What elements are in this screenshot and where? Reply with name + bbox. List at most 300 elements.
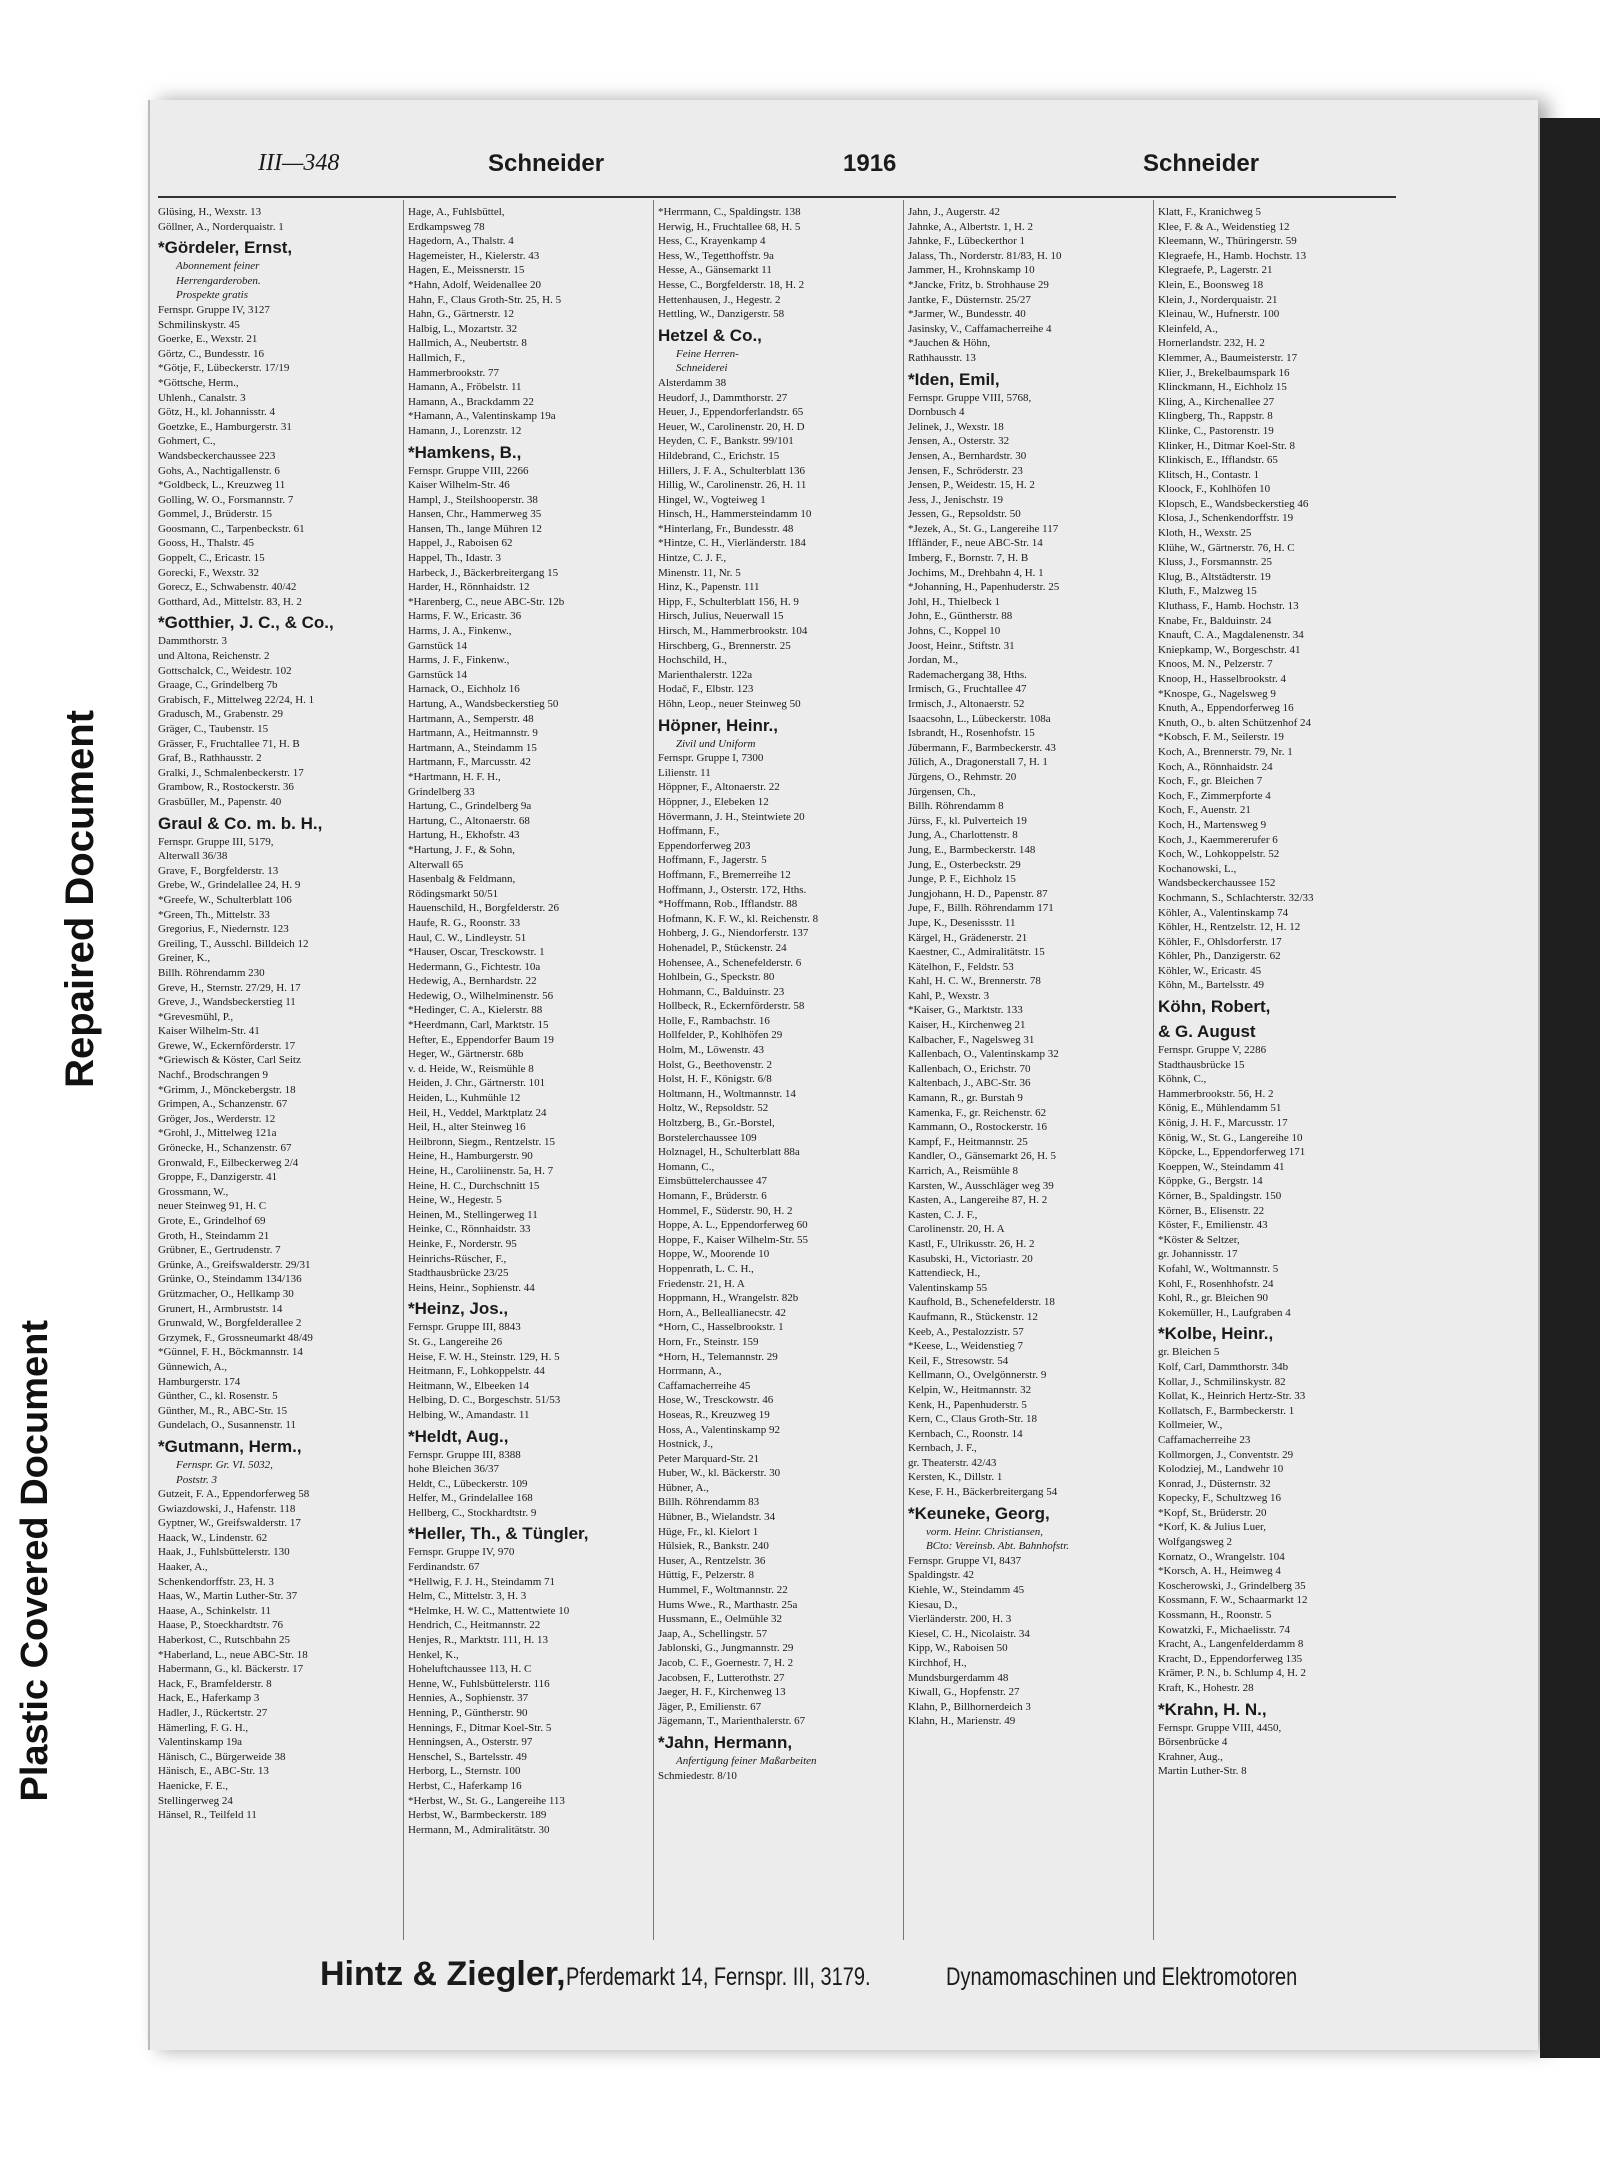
directory-entry: Helbing, W., Amandastr. 11 bbox=[408, 1408, 530, 1421]
directory-entry: Grunwald, W., Borgfelderallee 2 bbox=[158, 1317, 302, 1330]
directory-entry: Garnstück 14 bbox=[408, 639, 467, 652]
directory-entry: *Grimm, J., Mönckebergstr. 18 bbox=[158, 1083, 296, 1096]
directory-entry: Homann, C., bbox=[658, 1160, 715, 1173]
directory-entry: Heitmann, F., Lohkoppelstr. 44 bbox=[408, 1365, 545, 1378]
directory-entry: Kelpin, W., Heitmannstr. 32 bbox=[908, 1383, 1032, 1396]
directory-entry: Schneiderei bbox=[676, 362, 728, 375]
firm-name-entry: *Heller, Th., & Tüngler, bbox=[408, 1524, 589, 1544]
directory-entry: Heitmann, W., Elbeeken 14 bbox=[408, 1379, 529, 1392]
directory-entry: Kasten, C. J. F., bbox=[908, 1208, 978, 1221]
directory-entry: *Goldbeck, L., Kreuzweg 11 bbox=[158, 479, 286, 492]
directory-entry: Kiehle, W., Steindamm 45 bbox=[908, 1584, 1025, 1597]
directory-entry: gr. Johannisstr. 17 bbox=[1158, 1248, 1238, 1261]
directory-entry: Körner, B., Spaldingstr. 150 bbox=[1158, 1190, 1282, 1202]
directory-entry: Klinker, H., Ditmar Koel-Str. 8 bbox=[1158, 439, 1296, 452]
directory-entry: Henschel, S., Bartelsstr. 49 bbox=[408, 1750, 527, 1763]
directory-entry: Höhn, Leop., neuer Steinweg 50 bbox=[658, 698, 801, 710]
directory-entry: Köpcke, L., Eppendorferweg 171 bbox=[1158, 1146, 1306, 1159]
directory-entry: Dornbusch 4 bbox=[908, 406, 965, 419]
directory-entry: Kowatzki, F., Michaelisstr. 74 bbox=[1158, 1623, 1291, 1636]
plastic-covered-document-label: Plastic Covered Document bbox=[14, 1320, 56, 1802]
directory-entry: *Grohl, J., Mittelweg 121a bbox=[158, 1127, 277, 1140]
directory-entry: Fernspr. Gruppe V, 2286 bbox=[1158, 1044, 1267, 1057]
directory-entry: König, J. H. F., Marcusstr. 17 bbox=[1158, 1117, 1288, 1130]
directory-entry: Klee, F. & A., Weidenstieg 12 bbox=[1158, 220, 1290, 233]
directory-entry: Hoss, A., Valentinskamp 92 bbox=[658, 1423, 781, 1436]
directory-entry: Minenstr. 11, Nr. 5 bbox=[658, 566, 741, 579]
directory-entry: Kirchhof, H., bbox=[908, 1657, 967, 1669]
directory-entry: Kellmann, O., Ovelgönnerstr. 9 bbox=[908, 1369, 1047, 1382]
directory-entry: Kornatz, O., Wrangelstr. 104 bbox=[1158, 1550, 1285, 1563]
directory-entry: Kaltenbach, J., ABC-Str. 36 bbox=[908, 1077, 1031, 1090]
directory-entry: Fernspr. Gruppe VIII, 4450, bbox=[1158, 1721, 1282, 1734]
directory-columns bbox=[158, 205, 1398, 1945]
footer-address: Pferdemarkt 14, Fernspr. III, 3179. bbox=[565, 1963, 871, 1991]
directory-entry: Grässer, F., Fruchtallee 71, H. B bbox=[158, 737, 300, 750]
directory-entry: Peter Marquard-Str. 21 bbox=[658, 1452, 760, 1465]
directory-entry: Knoos, M. N., Pelzerstr. 7 bbox=[1158, 658, 1273, 671]
directory-entry: Heins, Heinr., Sophienstr. 44 bbox=[408, 1281, 535, 1294]
directory-entry: Grünke, O., Steindamm 134/136 bbox=[158, 1273, 302, 1286]
directory-entry: Hansen, Chr., Hammerweg 35 bbox=[408, 508, 542, 521]
directory-entry: Hinz, K., Papenstr. 111 bbox=[658, 581, 760, 594]
firm-name-entry: *Gördeler, Ernst, bbox=[158, 238, 293, 258]
directory-entry: Koeppen, W., Steindamm 41 bbox=[1158, 1160, 1285, 1173]
directory-entry: Fernspr. Gr. VI. 5032, bbox=[176, 1458, 273, 1471]
directory-entry: Huber, W., kl. Bäckerstr. 30 bbox=[658, 1467, 781, 1480]
directory-entry: Greve, J., Wandsbeckerstieg 11 bbox=[158, 996, 296, 1009]
directory-entry: *Knospe, G., Nagelsweg 9 bbox=[1158, 687, 1276, 700]
directory-entry: Groth, H., Steindamm 21 bbox=[158, 1229, 270, 1242]
directory-entry: Halbig, L., Mozartstr. 32 bbox=[408, 322, 518, 335]
directory-entry: Grasbüller, M., Papenstr. 40 bbox=[158, 795, 282, 808]
firm-name-entry: *Iden, Emil, bbox=[908, 369, 1000, 389]
directory-entry: Irmisch, G., Fruchtallee 47 bbox=[908, 683, 1027, 696]
directory-entry: Jaeger, H. F., Kirchenweg 13 bbox=[658, 1686, 786, 1699]
directory-entry: Köhnk, C., bbox=[1158, 1073, 1207, 1086]
directory-entry: Graage, C., Grindelberg 7b bbox=[158, 679, 278, 692]
directory-entry: Hartung, C., Altonaerstr. 68 bbox=[408, 814, 530, 827]
directory-entry: Kohl, F., Rosenhhofstr. 24 bbox=[1158, 1277, 1274, 1290]
directory-entry: Hübner, B., Wielandstr. 34 bbox=[658, 1511, 776, 1524]
directory-entry: Hofmann, K. F. W., kl. Reichenstr. 8 bbox=[658, 912, 819, 925]
directory-entry: St. G., Langereihe 26 bbox=[408, 1335, 503, 1348]
directory-entry: Herrengarderoben. bbox=[176, 274, 261, 287]
directory-entry: *Hamann, A., Valentinskamp 19a bbox=[408, 410, 556, 423]
directory-entry: Hartmann, A., Semperstr. 48 bbox=[408, 712, 534, 725]
directory-entry: Hüge, Fr., kl. Kielort 1 bbox=[658, 1525, 759, 1538]
firm-name-entry: *Keuneke, Georg, bbox=[908, 1503, 1050, 1523]
directory-entry: Fernspr. Gruppe III, 5179, bbox=[158, 835, 274, 848]
directory-entry: Kaestner, C., Admiralitätstr. 15 bbox=[908, 946, 1045, 959]
directory-entry: Kohl, R., gr. Bleichen 90 bbox=[1158, 1292, 1268, 1305]
directory-entry: neuer Steinweg 91, H. C bbox=[158, 1200, 267, 1213]
directory-entry: Eppendorferweg 203 bbox=[658, 839, 751, 852]
directory-entry: hohe Bleichen 36/37 bbox=[408, 1463, 500, 1476]
directory-entry: Gommel, J., Brüderstr. 15 bbox=[158, 508, 272, 521]
directory-entry: Hänisch, E., ABC-Str. 13 bbox=[158, 1765, 269, 1778]
directory-entry: Hamann, A., Brackdamm 22 bbox=[408, 395, 534, 408]
directory-entry: Martin Luther-Str. 8 bbox=[1158, 1765, 1247, 1778]
directory-entry: *Köster & Seltzer, bbox=[1158, 1233, 1240, 1246]
directory-entry: Karrich, A., Reismühle 8 bbox=[908, 1165, 1018, 1177]
directory-entry: Höppner, J., Elebeken 12 bbox=[658, 795, 769, 808]
directory-entry: Vierländerstr. 200, H. 3 bbox=[908, 1613, 1012, 1626]
directory-entry: Gralki, J., Schmalenbeckerstr. 17 bbox=[158, 766, 304, 779]
directory-entry: Stadthausbrücke 15 bbox=[1158, 1058, 1245, 1071]
directory-entry: Hillig, W., Carolinenstr. 26, H. 11 bbox=[658, 479, 807, 492]
directory-entry: Gottschalck, C., Weidestr. 102 bbox=[158, 664, 292, 677]
directory-entry: *Herbst, W., St. G., Langereihe 113 bbox=[408, 1794, 565, 1807]
directory-entry: Jupe, F., Billh. Röhrendamm 171 bbox=[908, 902, 1054, 915]
directory-entry: Schmilinskystr. 45 bbox=[158, 318, 240, 331]
directory-entry: Isbrandt, H., Rosenhofstr. 15 bbox=[908, 727, 1035, 740]
directory-entry: Koscherowski, J., Grindelberg 35 bbox=[1158, 1579, 1306, 1592]
directory-entry: Kolodziej, M., Landwehr 10 bbox=[1158, 1463, 1284, 1476]
directory-entry: Hoppmann, H., Wrangelstr. 82b bbox=[658, 1292, 799, 1305]
directory-entry: Kaiser, H., Kirchenweg 21 bbox=[908, 1019, 1026, 1032]
directory-entry: Haufe, R. G., Roonstr. 33 bbox=[408, 916, 521, 929]
directory-entry: Holznagel, H., Schulterblatt 88a bbox=[658, 1146, 800, 1159]
directory-entry: Jahnke, F., Lübeckerthor 1 bbox=[908, 235, 1026, 248]
directory-entry: Kossmann, H., Roonstr. 5 bbox=[1158, 1609, 1272, 1622]
directory-entry: Hollfelder, P., Kohlhöfen 29 bbox=[658, 1029, 783, 1042]
directory-entry: Stadthausbrücke 23/25 bbox=[408, 1267, 509, 1280]
directory-entry: Kalbacher, F., Nagelsweg 31 bbox=[908, 1033, 1035, 1046]
directory-entry: Hartmann, F., Marcusstr. 42 bbox=[408, 756, 531, 769]
directory-entry: Hallmich, F., bbox=[408, 351, 466, 364]
directory-entry: Heldt, C., Lübeckerstr. 109 bbox=[408, 1477, 528, 1490]
directory-entry: Gohs, A., Nachtigallenstr. 6 bbox=[158, 464, 280, 477]
directory-entry: Hoppe, F., Kaiser Wilhelm-Str. 55 bbox=[658, 1233, 809, 1246]
firm-name-entry: *Gotthier, J. C., & Co., bbox=[158, 613, 334, 633]
column-divider bbox=[653, 200, 654, 1940]
directory-entry: Kandler, O., Gänsemarkt 26, H. 5 bbox=[908, 1150, 1057, 1163]
directory-entry: Fernspr. Gruppe VIII, 5768, bbox=[908, 391, 1032, 404]
directory-entry: Billh. Röhrendamm 83 bbox=[658, 1496, 760, 1509]
directory-entry: Hirschberg, G., Brennerstr. 25 bbox=[658, 639, 791, 652]
directory-entry: Heine, H. C., Durchschnitt 15 bbox=[408, 1179, 540, 1192]
directory-entry: Carolinenstr. 20, H. A bbox=[908, 1223, 1005, 1236]
directory-entry: Grönecke, H., Schanzenstr. 67 bbox=[158, 1142, 292, 1155]
directory-entry: Glüsing, H., Wexstr. 13 bbox=[158, 206, 262, 218]
directory-entry: Zivil und Uniform bbox=[676, 737, 756, 750]
directory-entry: Henkel, K., bbox=[408, 1648, 459, 1661]
directory-entry: *Hahn, Adolf, Weidenallee 20 bbox=[408, 278, 542, 291]
directory-entry: Kaiser Wilhelm-Str. 41 bbox=[158, 1025, 260, 1038]
directory-entry: Schmiedestr. 8/10 bbox=[658, 1769, 737, 1782]
directory-entry: Herbst, C., Haferkamp 16 bbox=[408, 1779, 522, 1792]
directory-entry: Happel, Th., Idastr. 3 bbox=[408, 552, 501, 565]
directory-entry: Dammthorstr. 3 bbox=[158, 635, 228, 648]
header-year: 1916 bbox=[843, 150, 897, 177]
directory-entry: Greiling, T., Ausschl. Billdeich 12 bbox=[158, 937, 309, 950]
directory-entry: *Kobsch, F. M., Seilerstr. 19 bbox=[1158, 731, 1284, 744]
directory-entry: Klingberg, Th., Rappstr. 8 bbox=[1158, 410, 1273, 423]
directory-entry: Hostnick, J., bbox=[658, 1438, 713, 1451]
directory-entry: Keil, F., Stresowstr. 54 bbox=[908, 1354, 1009, 1367]
directory-entry: Hesse, A., Gänsemarkt 11 bbox=[658, 264, 772, 277]
directory-entry: Kiwall, G., Hopfenstr. 27 bbox=[908, 1686, 1020, 1699]
directory-entry: Köhler, A., Valentinskamp 74 bbox=[1158, 906, 1289, 919]
directory-entry: Hoffmann, F., Jagerstr. 5 bbox=[658, 854, 767, 867]
directory-entry: Börsenbrücke 4 bbox=[1158, 1736, 1228, 1749]
directory-entry: Köhn, M., Bartelsstr. 49 bbox=[1158, 979, 1265, 992]
directory-entry: Hack, E., Haferkamp 3 bbox=[158, 1692, 260, 1705]
directory-entry: Hartmann, A., Steindamm 15 bbox=[408, 741, 537, 754]
directory-entry: Kollar, J., Schmilinskystr. 82 bbox=[1158, 1375, 1286, 1388]
directory-entry: *Hartung, J. F., & Sohn, bbox=[408, 843, 515, 856]
directory-entry: *Harenberg, C., neue ABC-Str. 12b bbox=[408, 595, 565, 608]
directory-entry: Gutzeit, F. A., Eppendorferweg 58 bbox=[158, 1488, 310, 1501]
directory-entry: *Keese, L., Weidenstieg 7 bbox=[908, 1340, 1023, 1353]
directory-entry: Holm, M., Löwenstr. 43 bbox=[658, 1044, 765, 1057]
directory-entry: Hauenschild, H., Borgfelderstr. 26 bbox=[408, 902, 560, 915]
directory-entry: Köhler, Ph., Danzigerstr. 62 bbox=[1158, 950, 1281, 963]
directory-entry: Kling, A., Kirchenallee 27 bbox=[1158, 395, 1275, 408]
directory-entry: Keeb, A., Pestalozzistr. 57 bbox=[908, 1325, 1024, 1338]
directory-entry: Hettling, W., Danzigerstr. 58 bbox=[658, 308, 785, 321]
directory-entry: Helm, C., Mittelstr. 3, H. 3 bbox=[408, 1590, 527, 1603]
directory-entry: Klatt, F., Kranichweg 5 bbox=[1158, 206, 1261, 218]
directory-entry: John, E., Güntherstr. 88 bbox=[908, 610, 1013, 623]
column-2 bbox=[408, 205, 646, 1945]
directory-entry: Ferdinandstr. 67 bbox=[408, 1561, 480, 1574]
directory-entry: Koch, A., Rönnhaidstr. 24 bbox=[1158, 760, 1273, 773]
directory-entry: Heiden, J. Chr., Gärtnerstr. 101 bbox=[408, 1077, 546, 1090]
directory-entry: Valentinskamp 19a bbox=[158, 1736, 243, 1749]
directory-entry: Kraft, K., Hohestr. 28 bbox=[1158, 1682, 1254, 1694]
directory-entry: Gorecki, F., Wexstr. 32 bbox=[158, 566, 259, 579]
directory-entry: Kleinfeld, A., bbox=[1158, 322, 1218, 335]
directory-entry: Fernspr. Gruppe VIII, 2266 bbox=[408, 464, 529, 477]
directory-entry: Höppner, F., Altonaerstr. 22 bbox=[658, 781, 780, 794]
firm-name-entry: *Heinz, Jos., bbox=[408, 1299, 509, 1319]
directory-entry: Kasten, A., Langereihe 87, H. 2 bbox=[908, 1194, 1048, 1207]
directory-entry: Knabe, Fr., Balduinstr. 24 bbox=[1158, 614, 1272, 627]
directory-entry: Köhler, H., Rentzelstr. 12, H. 12 bbox=[1158, 921, 1301, 934]
directory-entry: Graf, B., Rathhausstr. 2 bbox=[158, 752, 262, 765]
page-header bbox=[158, 150, 1398, 184]
directory-entry: Mundsburgerdamm 48 bbox=[908, 1671, 1009, 1684]
directory-entry: Koch, J., Kaemmererufer 6 bbox=[1158, 833, 1278, 846]
directory-entry: Klinckmann, H., Eichholz 15 bbox=[1158, 381, 1287, 394]
directory-entry: Haak, J., Fuhlsbüttelerstr. 130 bbox=[158, 1546, 290, 1559]
directory-entry: Kernbach, J. F., bbox=[908, 1442, 977, 1455]
directory-entry: Kahl, P., Wexstr. 3 bbox=[908, 989, 990, 1002]
directory-entry: Harms, J. A., Finkenw., bbox=[408, 625, 512, 638]
directory-entry: Eimsbüttelerchaussee 47 bbox=[658, 1175, 768, 1188]
directory-entry: Jürgensen, Ch., bbox=[908, 785, 976, 798]
directory-entry: Gradusch, M., Grabenstr. 29 bbox=[158, 708, 283, 721]
directory-entry: Helfer, M., Grindelallee 168 bbox=[408, 1492, 533, 1505]
firm-name-entry: *Hamkens, B., bbox=[408, 442, 522, 462]
directory-entry: Hohmann, C., Balduinstr. 23 bbox=[658, 985, 785, 998]
directory-entry: *Hauser, Oscar, Tresckowstr. 1 bbox=[408, 946, 545, 959]
directory-entry: Goppelt, C., Ericastr. 15 bbox=[158, 552, 265, 565]
directory-entry: Hodač, F., Elbstr. 123 bbox=[658, 683, 754, 696]
next-page-edge bbox=[1540, 118, 1600, 2058]
directory-entry: Hennings, F., Ditmar Koel-Str. 5 bbox=[408, 1721, 552, 1734]
directory-entry: *Kaiser, G., Marktstr. 133 bbox=[908, 1004, 1023, 1017]
directory-entry: Hums Wwe., R., Marthastr. 25a bbox=[658, 1598, 798, 1611]
directory-entry: *Horn, H., Telemannstr. 29 bbox=[658, 1350, 778, 1363]
directory-entry: Isaacsohn, L., Lübeckerstr. 108a bbox=[908, 712, 1051, 725]
directory-entry: Grossmann, W., bbox=[158, 1185, 229, 1198]
directory-entry: *Johanning, H., Papenhuderstr. 25 bbox=[908, 581, 1060, 594]
directory-entry: Henjes, R., Marktstr. 111, H. 13 bbox=[408, 1634, 549, 1647]
directory-entry: Henning, P., Güntherstr. 90 bbox=[408, 1707, 528, 1719]
directory-entry: Jensen, F., Schröderstr. 23 bbox=[908, 464, 1023, 477]
directory-entry: v. d. Heide, W., Reismühle 8 bbox=[408, 1062, 534, 1075]
directory-entry: Fernspr. Gruppe VI, 8437 bbox=[908, 1554, 1022, 1567]
directory-entry: Happel, J., Raboisen 62 bbox=[408, 537, 513, 550]
directory-entry: Poststr. 3 bbox=[176, 1473, 217, 1486]
directory-entry: vorm. Heinr. Christiansen, bbox=[926, 1525, 1044, 1538]
directory-entry: Hess, W., Tegetthoffstr. 9a bbox=[658, 249, 774, 262]
directory-entry: Goosmann, C., Tarpenbeckstr. 61 bbox=[158, 522, 305, 535]
directory-entry: Heise, F. W. H., Steinstr. 129, H. 5 bbox=[408, 1350, 560, 1363]
directory-entry: Kammann, O., Rostockerstr. 16 bbox=[908, 1121, 1048, 1134]
directory-entry: Holst, H. F., Königstr. 6/8 bbox=[658, 1073, 772, 1086]
directory-entry: Knauft, C. A., Magdalenenstr. 34 bbox=[1158, 629, 1304, 642]
directory-entry: Alterwall 36/38 bbox=[158, 850, 228, 863]
directory-entry: Grindelberg 33 bbox=[408, 785, 475, 798]
directory-entry: Herborg, L., Sternstr. 100 bbox=[408, 1765, 521, 1778]
directory-entry: Kipp, W., Raboisen 50 bbox=[908, 1642, 1008, 1655]
directory-entry: Wolfgangsweg 2 bbox=[1158, 1536, 1232, 1549]
directory-entry: Henningsen, A., Osterstr. 97 bbox=[408, 1736, 533, 1749]
directory-entry: Hämerling, F. G. H., bbox=[158, 1721, 249, 1734]
directory-entry: Stellingerweg 24 bbox=[158, 1794, 233, 1807]
directory-entry: Görtz, C., Bundesstr. 16 bbox=[158, 347, 265, 360]
directory-entry: Gorecz, E., Schwabenstr. 40/42 bbox=[158, 581, 297, 594]
directory-entry: Hammerbrookstr. 56, H. 2 bbox=[1158, 1087, 1274, 1100]
directory-entry: Hoffmann, F., bbox=[658, 825, 720, 838]
directory-entry: Grave, F., Borgfelderstr. 13 bbox=[158, 864, 279, 877]
directory-entry: Grzymek, F., Grossneumarkt 48/49 bbox=[158, 1331, 313, 1344]
directory-entry: Hefter, E., Eppendorfer Baum 19 bbox=[408, 1033, 554, 1046]
directory-entry: Hussmann, E., Oelmühle 32 bbox=[658, 1613, 783, 1626]
directory-entry: Hornerlandstr. 232, H. 2 bbox=[1158, 337, 1265, 350]
directory-entry: *Hoffmann, Rob., Ifflandstr. 88 bbox=[658, 898, 798, 911]
directory-entry: Hammerbrookstr. 77 bbox=[408, 366, 500, 379]
directory-entry: Grambow, R., Rostockerstr. 36 bbox=[158, 781, 294, 794]
directory-entry: Imberg, F., Bornstr. 7, H. B bbox=[908, 552, 1029, 565]
directory-entry: Heger, W., Gärtnerstr. 68b bbox=[408, 1048, 524, 1061]
directory-entry: Harbeck, J., Bäckerbreitergang 15 bbox=[408, 566, 559, 579]
directory-entry: Grabisch, F., Mittelweg 22/24, H. 1 bbox=[158, 693, 315, 706]
directory-entry: Alsterdamm 38 bbox=[658, 376, 727, 389]
directory-entry: Marienthalerstr. 122a bbox=[658, 668, 753, 681]
directory-entry: Köhler, F., Ohlsdorferstr. 17 bbox=[1158, 935, 1282, 948]
directory-entry: *Hellwig, F. J. H., Steindamm 71 bbox=[408, 1575, 556, 1588]
directory-entry: Kracht, D., Eppendorferweg 135 bbox=[1158, 1652, 1303, 1665]
directory-entry: Henne, W., Fuhlsbüttelerstr. 116 bbox=[408, 1677, 550, 1690]
directory-entry: Rödingsmarkt 50/51 bbox=[408, 887, 499, 900]
directory-entry: Jessen, G., Repsoldstr. 50 bbox=[908, 508, 1021, 521]
directory-entry: Kluth, F., Malzweg 15 bbox=[1158, 585, 1257, 598]
firm-name-entry: *Krahn, H. N., bbox=[1158, 1699, 1267, 1719]
directory-entry: Kahl, H. C. W., Brennerstr. 78 bbox=[908, 975, 1041, 988]
directory-entry: Jensen, P., Weidestr. 15, H. 2 bbox=[908, 479, 1035, 492]
directory-entry: Hildebrand, C., Erichstr. 15 bbox=[658, 449, 780, 462]
directory-entry: Hallmich, A., Neubertstr. 8 bbox=[408, 337, 527, 350]
directory-entry: Kracht, A., Langenfelderdamm 8 bbox=[1158, 1638, 1304, 1651]
directory-entry: Horn, A., Belleallianecstr. 42 bbox=[658, 1306, 786, 1319]
directory-entry: Irmisch, J., Altonaerstr. 52 bbox=[908, 698, 1025, 710]
directory-entry: Heinke, F., Norderstr. 95 bbox=[408, 1237, 517, 1250]
directory-entry: Koch, F., Zimmerpforte 4 bbox=[1158, 789, 1271, 802]
directory-entry: Hesse, C., Borgfelderstr. 18, H. 2 bbox=[658, 278, 805, 291]
directory-entry: Gotthard, Ad., Mittelstr. 83, H. 2 bbox=[158, 595, 302, 608]
directory-entry: Schenkendorffstr. 23, H. 3 bbox=[158, 1575, 274, 1588]
directory-entry: Homann, F., Brüderstr. 6 bbox=[658, 1190, 767, 1202]
directory-entry: Kollmorgen, J., Conventstr. 29 bbox=[1158, 1448, 1294, 1461]
directory-entry: Prospekte gratis bbox=[176, 289, 248, 302]
directory-entry: Hohenadel, P., Stückenstr. 24 bbox=[658, 941, 787, 954]
directory-entry: Hartung, H., Ekhofstr. 43 bbox=[408, 829, 520, 842]
directory-entry: Hintze, C. J. F., bbox=[658, 552, 727, 565]
directory-entry: *Hartmann, H. F. H., bbox=[408, 770, 501, 783]
directory-entry: Jahn, J., Augerstr. 42 bbox=[908, 206, 1000, 218]
directory-entry: Lilienstr. 11 bbox=[658, 766, 711, 779]
directory-entry: Kern, C., Claus Groth-Str. 18 bbox=[908, 1413, 1037, 1426]
directory-entry: Jelinek, J., Wexstr. 18 bbox=[908, 420, 1004, 433]
directory-entry: Fernspr. Gruppe III, 8843 bbox=[408, 1321, 521, 1334]
directory-entry: Kattendieck, H., bbox=[908, 1267, 981, 1280]
directory-entry: Harder, H., Rönnhaidstr. 12 bbox=[408, 581, 530, 594]
directory-entry: Günnewich, A., bbox=[158, 1360, 228, 1373]
directory-entry: Kese, F. H., Bäckerbreitergang 54 bbox=[908, 1486, 1058, 1499]
directory-entry: Jübermann, F., Barmbeckerstr. 43 bbox=[908, 741, 1056, 754]
directory-entry: Kollmeier, W., bbox=[1158, 1419, 1223, 1432]
directory-entry: Hipp, F., Schulterblatt 156, H. 9 bbox=[658, 595, 799, 608]
directory-entry: Kallenbach, O., Valentinskamp 32 bbox=[908, 1048, 1059, 1061]
directory-entry: Klemmer, A., Baumeisterstr. 17 bbox=[1158, 351, 1298, 364]
directory-entry: Anfertigung feiner Maßarbeiten bbox=[676, 1754, 817, 1767]
directory-entry: Jürss, F., kl. Pulverteich 19 bbox=[908, 814, 1027, 827]
directory-entry: Hartung, C., Grindelberg 9a bbox=[408, 800, 532, 813]
directory-entry: Holtmann, H., Woltmannstr. 14 bbox=[658, 1087, 796, 1100]
directory-entry: Götz, H., kl. Johannisstr. 4 bbox=[158, 406, 276, 419]
directory-entry: *Götje, F., Lübeckerstr. 17/19 bbox=[158, 362, 290, 375]
directory-entry: Kokemüller, H., Laufgraben 4 bbox=[1158, 1306, 1291, 1319]
directory-entry: Jahnke, A., Albertstr. 1, H. 2 bbox=[908, 220, 1033, 233]
directory-entry: Hennies, A., Sophienstr. 37 bbox=[408, 1692, 529, 1705]
directory-entry: Heinrichs-Rüscher, F., bbox=[408, 1252, 507, 1265]
directory-entry: Karsten, W., Ausschläger weg 39 bbox=[908, 1179, 1054, 1192]
directory-entry: Heyden, C. F., Bankstr. 99/101 bbox=[658, 435, 794, 448]
directory-entry: Klahn, P., Billhornerdeich 3 bbox=[908, 1700, 1031, 1713]
directory-entry: Klitsch, H., Contastr. 1 bbox=[1158, 468, 1260, 481]
directory-entry: Hedewig, A., Bernhardstr. 22 bbox=[408, 975, 537, 988]
directory-entry: Hochschild, H., bbox=[658, 654, 728, 667]
directory-entry: Heine, H., Hamburgerstr. 90 bbox=[408, 1150, 533, 1163]
directory-entry: Hamann, J., Lorenzstr. 12 bbox=[408, 424, 522, 437]
directory-entry: Horn, Fr., Steinstr. 159 bbox=[658, 1335, 759, 1348]
directory-entry: Hänsel, R., Teilfeld 11 bbox=[158, 1809, 257, 1822]
directory-entry: Jordan, M., bbox=[908, 654, 959, 667]
directory-entry: Jasinsky, V., Caffamacherreihe 4 bbox=[908, 322, 1052, 335]
directory-entry: *Green, Th., Mittelstr. 33 bbox=[158, 908, 270, 921]
directory-entry: *Hinterlang, Fr., Bundesstr. 48 bbox=[658, 522, 794, 535]
directory-entry: Johl, H., Thielbeck 1 bbox=[908, 595, 1001, 608]
directory-entry: Klegraefe, P., Lagerstr. 21 bbox=[1158, 264, 1273, 277]
directory-entry: Kiesau, D., bbox=[908, 1598, 958, 1611]
directory-entry: Jensen, A., Bernhardstr. 30 bbox=[908, 449, 1027, 462]
directory-entry: Kollat, K., Heinrich Hertz-Str. 33 bbox=[1158, 1390, 1306, 1403]
